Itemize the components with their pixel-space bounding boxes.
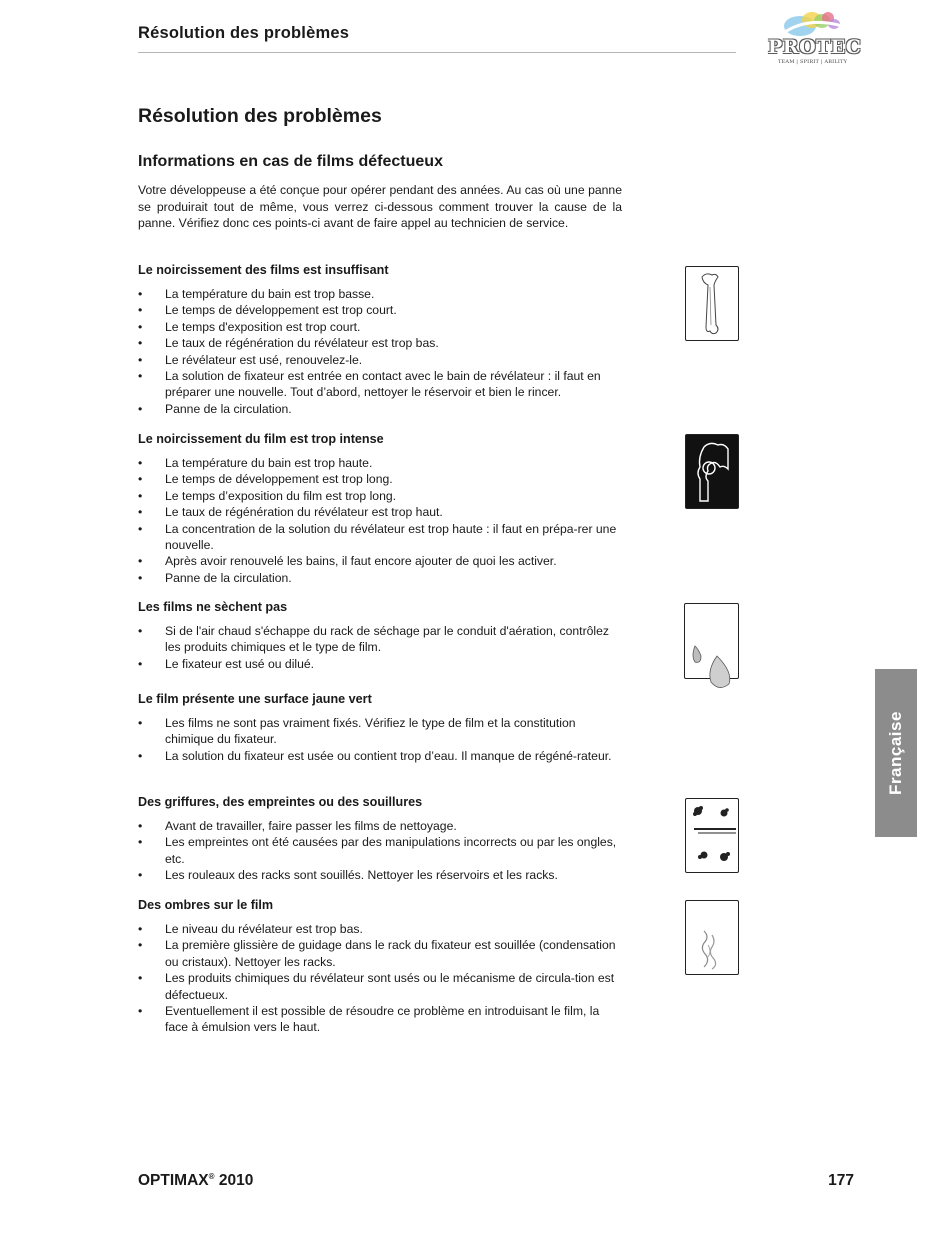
list-item: • Après avoir renouvelé les bains, il faut encore ajouter de quoi les activer. <box>138 553 624 569</box>
section-title: Informations en cas de films défectueux <box>138 153 443 170</box>
list-item: • Le taux de régénération du révélateur est trop haut. <box>138 504 624 520</box>
header-divider <box>138 52 736 53</box>
language-tab-label: Française <box>886 711 905 795</box>
list-item: • Le temps de développement est trop court. <box>138 302 624 318</box>
cause-list <box>138 818 624 884</box>
cause-list <box>138 286 624 417</box>
list-item: • La solution du fixateur est usée ou contient trop d’eau. Il manque de régéné-rateur. <box>138 748 624 764</box>
problem-block-excessive-density <box>138 431 624 586</box>
product-year: 2010 <box>218 1172 254 1190</box>
product-name: OPTIMAX <box>138 1172 209 1190</box>
logo-tagline: TEAM | SPIRIT | ABILITY <box>778 59 848 65</box>
logo-wordmark: PROTEC <box>768 36 862 58</box>
list-item: • La concentration de la solution du révélateur est trop haute : il faut en prépa-rer une nouvelle. <box>138 521 624 554</box>
protec-logo <box>762 8 862 70</box>
intro-paragraph: Votre développeuse a été conçue pour opérer pendant des années. Au cas où une panne se produirait tout de même, vous verrez ci-dessous comment trouver la cause de la panne. Vérifiez donc ces points-ci avant de faire appel au technicien de service. <box>138 183 622 231</box>
list-item: • La température du bain est trop basse. <box>138 286 624 302</box>
overexposed-hip-xray-icon <box>685 434 739 509</box>
list-item: • Le révélateur est usé, renouvelez-le. <box>138 352 624 368</box>
list-item: • Le taux de régénération du révélateur est trop bas. <box>138 335 624 351</box>
problem-heading: Le noircissement du film est trop intense <box>138 432 384 446</box>
list-item: • Les rouleaux des racks sont souillés. Nettoyer les réservoirs et les racks. <box>138 867 624 883</box>
wet-film-drops-icon <box>684 603 739 679</box>
list-item: • La première glissière de guidage dans le rack du fixateur est souillée (condensation ou cristaux). Nettoyer les racks. <box>138 937 624 970</box>
list-item: • Avant de travailler, faire passer les films de nettoyage. <box>138 818 624 834</box>
problem-heading: Des ombres sur le film <box>138 898 274 912</box>
language-tab <box>875 669 917 837</box>
list-item: • Les produits chimiques du révélateur sont usés ou le mécanisme de circula-tion est défectueux. <box>138 970 624 1003</box>
list-item: • Le fixateur est usé ou dilué. <box>138 656 624 672</box>
cause-list <box>138 623 624 672</box>
scratches-stains-icon <box>685 798 739 873</box>
cause-list <box>138 921 624 1036</box>
problem-block-yellow-green-surface <box>138 691 624 764</box>
page-number: 177 <box>828 1172 854 1189</box>
problem-heading: Le film présente une surface jaune vert <box>138 692 372 706</box>
problem-block-insufficient-density <box>138 262 624 417</box>
list-item: • Panne de la circulation. <box>138 570 624 586</box>
list-item: • Si de l'air chaud s'échappe du rack de séchage par le conduit d'aération, contrôlez les produits chimiques et le type de film. <box>138 623 624 656</box>
list-item: • Le niveau du révélateur est trop bas. <box>138 921 624 937</box>
underexposed-bone-xray-icon <box>685 266 739 341</box>
list-item: • Le temps d'exposition est trop court. <box>138 319 624 335</box>
problem-block-scratches-stains <box>138 794 624 884</box>
problem-block-films-not-drying <box>138 599 624 672</box>
problem-heading: Les films ne sèchent pas <box>138 600 288 614</box>
list-item: • Eventuellement il est possible de résoudre ce problème en introduisant le film, la face à émulsion vers le haut. <box>138 1003 624 1036</box>
list-item: • Les films ne sont pas vraiment fixés. Vérifiez le type de film et la constitution chimique du fixateur. <box>138 715 624 748</box>
list-item: • Panne de la circulation. <box>138 401 624 417</box>
list-item: • La température du bain est trop haute. <box>138 455 624 471</box>
list-item: • La solution de fixateur est entrée en contact avec le bain de révélateur : il faut en préparer une nouvelle. Tout d’abord, nettoyer le réservoir et bien le rincer. <box>138 368 624 401</box>
footer-product <box>138 1172 253 1190</box>
problem-block-shadows <box>138 897 624 1036</box>
problem-heading: Des griffures, des empreintes ou des souillures <box>138 795 423 809</box>
registered-mark: ® <box>208 1172 215 1181</box>
problem-heading: Le noircissement des films est insuffisant <box>138 263 389 277</box>
list-item: • Le temps d’exposition du film est trop long. <box>138 488 624 504</box>
cause-list <box>138 455 624 586</box>
page-title: Résolution des problèmes <box>138 105 382 127</box>
cause-list <box>138 715 624 764</box>
running-header: Résolution des problèmes <box>138 24 350 42</box>
shadows-film-icon <box>685 900 739 975</box>
list-item: • Les empreintes ont été causées par des manipulations incorrects ou par les ongles, etc. <box>138 834 624 867</box>
list-item: • Le temps de développement est trop long. <box>138 471 624 487</box>
